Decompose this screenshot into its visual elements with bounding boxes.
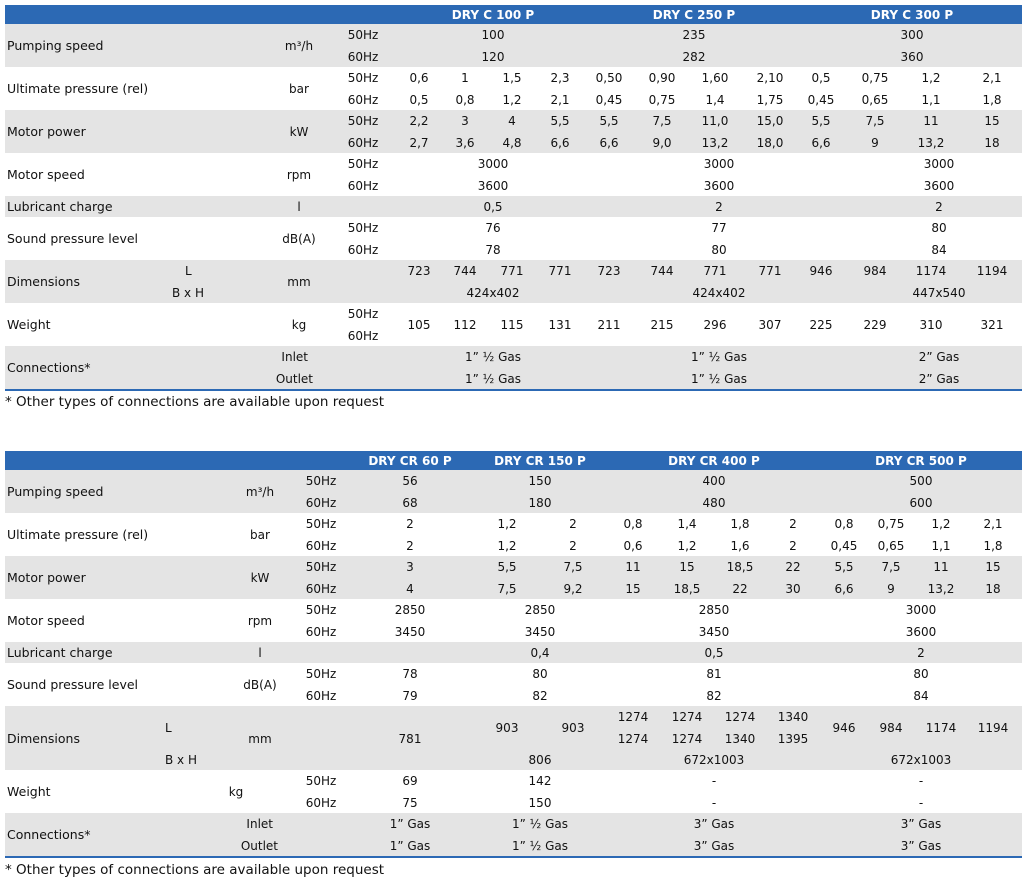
cell-value: 3000 (923, 156, 955, 171)
cell-value: 3 (461, 113, 469, 128)
cell-value: 480 (702, 495, 726, 510)
cell-value: 50Hz (305, 602, 337, 617)
row-label: Motor speed (7, 166, 85, 182)
cell-value: 1,8 (983, 538, 1003, 553)
bottom-rule (5, 389, 1022, 391)
cell-value: 2 (935, 199, 943, 214)
cell-value: 229 (863, 317, 887, 332)
cell-value: 150 (528, 473, 552, 488)
cell-value: 112 (453, 317, 477, 332)
cell-value: 9,0 (652, 135, 672, 150)
cell-value: 5,5 (811, 113, 831, 128)
cell-value: 18,5 (726, 559, 754, 574)
cell-value: 120 (481, 49, 505, 64)
cell-value: 82 (532, 688, 548, 703)
cell-value: 3” Gas (693, 838, 735, 853)
cell-value: 11 (625, 559, 641, 574)
cell-value: 142 (528, 773, 552, 788)
cell-value: 2” Gas (918, 349, 960, 364)
cell-value: 1274 (724, 709, 756, 724)
cell-value: 0,5 (409, 92, 429, 107)
cell-value: 1,2 (921, 70, 941, 85)
cell-value: 5,5 (550, 113, 570, 128)
cell-value: l (258, 645, 262, 660)
row-sound-pressure-level (5, 217, 1022, 260)
cell-value: 2850 (698, 602, 730, 617)
cell-value: 225 (809, 317, 833, 332)
cell-value: 771 (758, 263, 782, 278)
cell-value: 1,1 (921, 92, 941, 107)
cell-value: 2850 (394, 602, 426, 617)
cell-value: 296 (703, 317, 727, 332)
cell-value: 321 (980, 317, 1004, 332)
cell-value: 1,4 (705, 92, 725, 107)
cell-value: 180 (528, 495, 552, 510)
cell-value: 0,4 (530, 645, 550, 660)
cell-value: 78 (485, 242, 501, 257)
row-sound-pressure-level (5, 663, 1022, 706)
cell-value: 15 (984, 113, 1000, 128)
cell-value: kg (228, 784, 244, 799)
cell-value: 1” ½ Gas (690, 371, 748, 386)
cell-value: 3” Gas (900, 816, 942, 831)
cell-value: 7,5 (652, 113, 672, 128)
cell-value: 150 (528, 795, 552, 810)
cell-value: 424x402 (692, 285, 746, 300)
cell-value: 2 (406, 516, 414, 531)
cell-value: 131 (548, 317, 572, 332)
row-lubricant-charge (5, 642, 1022, 663)
cell-value: 215 (650, 317, 674, 332)
cell-value: 1,8 (982, 92, 1002, 107)
cell-value: 22 (732, 581, 748, 596)
cell-value: l (297, 199, 301, 214)
cell-value: 2,1 (983, 516, 1003, 531)
cell-value: 11,0 (701, 113, 729, 128)
cell-value: 2 (917, 645, 925, 660)
cell-value: 80 (913, 666, 929, 681)
cell-value: 744 (650, 263, 674, 278)
row-label: Lubricant charge (7, 198, 113, 214)
cell-value: 0,6 (409, 70, 429, 85)
cell-value: 1274 (617, 709, 649, 724)
cell-value: 78 (402, 666, 418, 681)
cell-value: 5,5 (497, 559, 517, 574)
model-dry-cr-150-p: DRY CR 150 P (494, 453, 586, 468)
cell-value: 50Hz (305, 666, 337, 681)
cell-value: mm (287, 274, 311, 289)
row-label: Dimensions (7, 730, 80, 746)
cell-value: - (918, 795, 924, 810)
cell-value: 211 (597, 317, 621, 332)
model-dry-cr-500-p: DRY CR 500 P (875, 453, 967, 468)
cell-value: 13,2 (701, 135, 729, 150)
cell-value: dB(A) (243, 677, 277, 692)
cell-value: 1,5 (502, 70, 522, 85)
cell-value: 3000 (905, 602, 937, 617)
cell-value: 1274 (617, 731, 649, 746)
cell-value: 0,45 (807, 92, 835, 107)
cell-value: 1” Gas (389, 838, 431, 853)
cell-value: 0,5 (811, 70, 831, 85)
cell-value: rpm (247, 613, 273, 628)
cell-value: 1,2 (497, 516, 517, 531)
cell-value: 82 (706, 688, 722, 703)
cell-value: 5,5 (834, 559, 854, 574)
cell-value: Outlet (275, 371, 313, 386)
cell-value: 2,1 (550, 92, 570, 107)
cell-value: 235 (682, 27, 706, 42)
cell-value: 2,1 (982, 70, 1002, 85)
cell-value: 0,75 (861, 70, 889, 85)
cell-value: bar (250, 527, 270, 542)
cell-value: 75 (402, 795, 418, 810)
cell-value: m³/h (284, 38, 314, 53)
cell-value: 60Hz (347, 328, 379, 343)
cell-value: 18 (985, 581, 1001, 596)
cell-value: 1,1 (931, 538, 951, 553)
cell-value: 15 (625, 581, 641, 596)
row-label: Motor speed (7, 612, 85, 628)
row-label: Pumping speed (7, 37, 104, 53)
cell-value: 1,6 (730, 538, 750, 553)
cell-value: 11 (933, 559, 949, 574)
row-label: Connections* (7, 826, 91, 842)
cell-value: 3600 (477, 178, 509, 193)
cell-value: 15 (985, 559, 1001, 574)
cell-value: 2850 (524, 602, 556, 617)
cell-value: 105 (407, 317, 431, 332)
cell-value: B x H (172, 285, 204, 300)
cell-value: 3,6 (455, 135, 475, 150)
cell-value: 1194 (977, 720, 1009, 735)
row-label: Ultimate pressure (rel) (7, 80, 149, 96)
cell-value: 56 (402, 473, 418, 488)
cell-value: 50Hz (305, 559, 337, 574)
model-dry-cr-60-p: DRY CR 60 P (368, 453, 452, 468)
cell-value: 946 (809, 263, 833, 278)
cell-value: 0,45 (595, 92, 623, 107)
cell-value: 0,75 (648, 92, 676, 107)
cell-value: Inlet (281, 349, 308, 364)
cell-value: 2 (789, 516, 797, 531)
cell-value: 60Hz (347, 135, 379, 150)
cell-value: 0,65 (861, 92, 889, 107)
row-motor-speed (5, 599, 1022, 642)
cell-value: 76 (485, 220, 501, 235)
cell-value: - (711, 795, 717, 810)
cell-value: 0,5 (704, 645, 724, 660)
cell-value: 50Hz (347, 220, 379, 235)
cell-value: 9,2 (563, 581, 583, 596)
cell-value: 1340 (724, 731, 756, 746)
row-label: Weight (7, 316, 51, 332)
row-label: Motor power (7, 123, 86, 139)
cell-value: 360 (900, 49, 924, 64)
cell-value: 2 (569, 516, 577, 531)
cell-value: 1,2 (677, 538, 697, 553)
cell-value: 2,10 (756, 70, 784, 85)
cell-value: 7,5 (497, 581, 517, 596)
cell-value: 2 (789, 538, 797, 553)
cell-value: 84 (931, 242, 947, 257)
cell-value: 310 (919, 317, 943, 332)
cell-value: 7,5 (881, 559, 901, 574)
cell-value: 60Hz (305, 624, 337, 639)
cell-value: 50Hz (347, 306, 379, 321)
cell-value: 13,2 (927, 581, 955, 596)
spec-table-dry-cr (5, 451, 1022, 858)
cell-value: 903 (495, 720, 519, 735)
cell-value: 0,8 (834, 516, 854, 531)
cell-value: 3” Gas (693, 816, 735, 831)
cell-value: kW (289, 124, 309, 139)
cell-value: 0,5 (483, 199, 503, 214)
cell-value: 3450 (698, 624, 730, 639)
cell-value: 60Hz (305, 795, 337, 810)
cell-value: 1” ½ Gas (690, 349, 748, 364)
cell-value: 4,8 (502, 135, 522, 150)
cell-value: 80 (532, 666, 548, 681)
row-label: Ultimate pressure (rel) (7, 526, 149, 542)
cell-value: 1340 (777, 709, 809, 724)
model-dry-c-100-p: DRY C 100 P (451, 7, 535, 22)
cell-value: 781 (398, 731, 422, 746)
row-pumping-speed (5, 24, 1022, 67)
cell-value: 4 (508, 113, 516, 128)
cell-value: Inlet (246, 816, 273, 831)
row-label: Pumping speed (7, 483, 104, 499)
cell-value: 806 (528, 752, 552, 767)
cell-value: 984 (863, 263, 887, 278)
cell-value: 1” ½ Gas (464, 349, 522, 364)
cell-value: 3” Gas (900, 838, 942, 853)
cell-value: 60Hz (347, 178, 379, 193)
cell-value: 1274 (671, 709, 703, 724)
row-pumping-speed (5, 470, 1022, 513)
cell-value: 100 (481, 27, 505, 42)
cell-value: 30 (785, 581, 801, 596)
cell-value: 672x1003 (890, 752, 952, 767)
cell-value: 1274 (671, 731, 703, 746)
cell-value: 0,90 (648, 70, 676, 85)
cell-value: 3450 (394, 624, 426, 639)
cell-value: 3450 (524, 624, 556, 639)
cell-value: 1,2 (931, 516, 951, 531)
row-label: Weight (7, 783, 51, 799)
cell-value: 984 (879, 720, 903, 735)
cell-value: 0,65 (877, 538, 905, 553)
cell-value: L (165, 720, 172, 735)
cell-value: 1” Gas (389, 816, 431, 831)
cell-value: 1” ½ Gas (511, 816, 569, 831)
cell-value: 18,0 (756, 135, 784, 150)
cell-value: 69 (402, 773, 418, 788)
cell-value: 18 (984, 135, 1000, 150)
cell-value: 22 (785, 559, 801, 574)
cell-value: 1,60 (701, 70, 729, 85)
cell-value: 3600 (703, 178, 735, 193)
row-lubricant-charge (5, 196, 1022, 217)
cell-value: 744 (453, 263, 477, 278)
cell-value: 424x402 (466, 285, 520, 300)
cell-value: 0,50 (595, 70, 623, 85)
cell-value: 50Hz (305, 473, 337, 488)
cell-value: 672x1003 (683, 752, 745, 767)
cell-value: 50Hz (347, 27, 379, 42)
cell-value: 60Hz (347, 242, 379, 257)
cell-value: 447x540 (912, 285, 966, 300)
cell-value: 771 (703, 263, 727, 278)
cell-value: 1 (461, 70, 469, 85)
row-label: Dimensions (7, 273, 80, 289)
cell-value: 79 (402, 688, 418, 703)
cell-value: 0,8 (455, 92, 475, 107)
cell-value: 6,6 (599, 135, 619, 150)
cell-value: 50Hz (305, 773, 337, 788)
cell-value: 60Hz (347, 92, 379, 107)
cell-value: mm (248, 731, 272, 746)
row-label: Connections* (7, 359, 91, 375)
cell-value: 1174 (925, 720, 957, 735)
cell-value: 500 (909, 473, 933, 488)
row-motor-speed (5, 153, 1022, 196)
cell-value: 4 (406, 581, 414, 596)
row-label: Sound pressure level (7, 676, 139, 692)
cell-value: 15 (679, 559, 695, 574)
cell-value: 60Hz (305, 495, 337, 510)
cell-value: 3 (406, 559, 414, 574)
cell-value: 400 (702, 473, 726, 488)
cell-value: 771 (500, 263, 524, 278)
cell-value: - (711, 773, 717, 788)
cell-value: 1,2 (497, 538, 517, 553)
cell-value: 60Hz (305, 581, 337, 596)
cell-value: 115 (500, 317, 524, 332)
bottom-rule (5, 856, 1022, 858)
cell-value: 11 (923, 113, 939, 128)
cell-value: 6,6 (834, 581, 854, 596)
cell-value: 7,5 (563, 559, 583, 574)
cell-value: 1,75 (756, 92, 784, 107)
cell-value: 6,6 (550, 135, 570, 150)
cell-value: 1,4 (677, 516, 697, 531)
cell-value: 50Hz (347, 70, 379, 85)
row-label: Sound pressure level (7, 230, 139, 246)
cell-value: 300 (900, 27, 924, 42)
cell-value: 68 (402, 495, 418, 510)
row-dimensions (5, 706, 1022, 770)
cell-value: 80 (711, 242, 727, 257)
cell-value: 77 (711, 220, 727, 235)
cell-value: 0,75 (877, 516, 905, 531)
spec-table-dry-c (5, 5, 1022, 391)
cell-value: - (918, 773, 924, 788)
cell-value: 723 (597, 263, 621, 278)
cell-value: 2 (715, 199, 723, 214)
model-dry-c-300-p: DRY C 300 P (870, 7, 954, 22)
cell-value: 9 (887, 581, 895, 596)
row-label: Motor power (7, 569, 86, 585)
footnote: * Other types of connections are available upon request (5, 394, 385, 410)
cell-value: 2,2 (409, 113, 429, 128)
cell-value: 723 (407, 263, 431, 278)
cell-value: 1174 (915, 263, 947, 278)
cell-value: 946 (832, 720, 856, 735)
cell-value: 50Hz (347, 156, 379, 171)
cell-value: 0,6 (623, 538, 643, 553)
cell-value: 0,45 (830, 538, 858, 553)
cell-value: 3000 (477, 156, 509, 171)
cell-value: 2,7 (409, 135, 429, 150)
cell-value: bar (289, 81, 309, 96)
cell-value: 60Hz (305, 538, 337, 553)
cell-value: kg (291, 317, 307, 332)
cell-value: 60Hz (305, 688, 337, 703)
cell-value: m³/h (245, 484, 275, 499)
cell-value: 282 (682, 49, 706, 64)
cell-value: 3000 (703, 156, 735, 171)
cell-value: 2,3 (550, 70, 570, 85)
cell-value: 2 (406, 538, 414, 553)
cell-value: 1,2 (502, 92, 522, 107)
cell-value: 307 (758, 317, 782, 332)
row-weight (5, 770, 1022, 813)
cell-value: 1” ½ Gas (464, 371, 522, 386)
cell-value: 6,6 (811, 135, 831, 150)
cell-value: 903 (561, 720, 585, 735)
cell-value: 7,5 (865, 113, 885, 128)
cell-value: 5,5 (599, 113, 619, 128)
cell-value: 15,0 (756, 113, 784, 128)
cell-value: 84 (913, 688, 929, 703)
row-label: Lubricant charge (7, 644, 113, 660)
cell-value: 81 (706, 666, 722, 681)
model-dry-c-250-p: DRY C 250 P (652, 7, 736, 22)
cell-value: 13,2 (917, 135, 945, 150)
cell-value: 1395 (777, 731, 809, 746)
cell-value: rpm (286, 167, 312, 182)
cell-value: 18,5 (673, 581, 701, 596)
cell-value: dB(A) (282, 231, 316, 246)
cell-value: 60Hz (347, 49, 379, 64)
cell-value: 1,8 (730, 516, 750, 531)
cell-value: 2 (569, 538, 577, 553)
cell-value: 3600 (923, 178, 955, 193)
cell-value: 1” ½ Gas (511, 838, 569, 853)
cell-value: B x H (165, 752, 197, 767)
cell-value: 771 (548, 263, 572, 278)
cell-value: 2” Gas (918, 371, 960, 386)
model-dry-cr-400-p: DRY CR 400 P (668, 453, 760, 468)
cell-value: kW (250, 570, 270, 585)
cell-value: 1194 (976, 263, 1008, 278)
cell-value: 9 (871, 135, 879, 150)
cell-value: 50Hz (347, 113, 379, 128)
cell-value: 80 (931, 220, 947, 235)
cell-value: Outlet (240, 838, 278, 853)
cell-value: 600 (909, 495, 933, 510)
footnote: * Other types of connections are available upon request (5, 862, 385, 878)
cell-value: 50Hz (305, 516, 337, 531)
cell-value: L (185, 263, 192, 278)
cell-value: 0,8 (623, 516, 643, 531)
cell-value: 3600 (905, 624, 937, 639)
